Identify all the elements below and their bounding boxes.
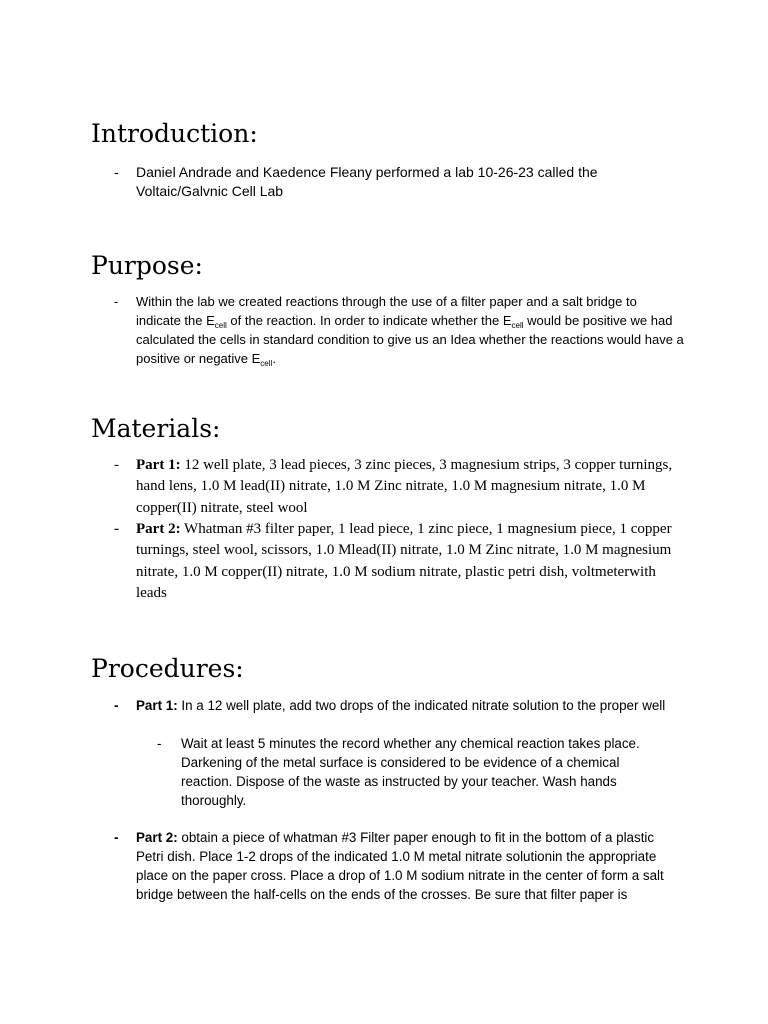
materials-part2-item	[114, 519, 681, 604]
procedures-part1-sub-text: Wait at least 5 minutes the record whether any chemical reaction takes place. Darkening of the metal surface is considered to be evidence of a chemical reaction. Dispose of the waste as instructed by your teacher. Wash hands thoroughly.	[181, 736, 640, 808]
ecell-subscript: cell	[260, 359, 273, 368]
materials-part1-text: 12 well plate, 3 lead pieces, 3 zinc pieces, 3 magnesium strips, 3 copper turnings, hand lens, 1.0 M lead(II) nitrate, 1.0 M Zinc nitrate, 1.0 M magnesium nitrate, 1.0 M copper(II) nitrate, steel wool	[136, 457, 673, 516]
introduction-text: Daniel Andrade and Kaedence Fleany performed a lab 10-26-23 called the Voltaic/Galvnic Cell Lab	[136, 164, 598, 199]
materials-part1-item	[114, 455, 676, 519]
procedures-part1-sub-bullet: -	[157, 736, 162, 751]
purpose-text-4: .	[272, 351, 276, 366]
procedures-part1-text: In a 12 well plate, add two drops of the indicated nitrate solution to the proper well	[177, 698, 666, 713]
procedures-heading: Procedures:	[91, 654, 244, 683]
materials-part2-text: Whatman #3 filter paper, 1 lead piece, 1 zinc piece, 1 magnesium piece, 1 copper turnings, steel wool, scissors, 1.0 Mlead(II) nitrate, 1.0 M Zinc nitrate, 1.0 M magnesium nitrate, 1.0 M copper(II) nitrate, 1.0 M sodium nitrate, plastic petri dish, voltmeterwith leads	[136, 521, 672, 601]
purpose-bullet: -	[114, 294, 119, 309]
purpose-text-3: would be positive we had calculated the cells in standard condition to give us an Idea whether the reactions would have a positive or negative E	[136, 313, 684, 366]
materials-part1-label: Part 1:	[136, 457, 181, 473]
materials-part2-label: Part 2:	[136, 521, 181, 537]
procedures-part2-item	[114, 828, 676, 904]
procedures-part1-subitem	[157, 734, 661, 810]
procedures-part2-bullet: -	[114, 830, 119, 845]
purpose-item	[114, 292, 684, 368]
purpose-text-1: Within the lab we created reactions through the use of a filter paper and a salt bridge to indicate the E	[136, 294, 637, 328]
procedures-part1-label: Part 1:	[136, 698, 178, 713]
ecell-subscript: cell	[511, 321, 524, 330]
introduction-bullet: -	[114, 164, 119, 180]
procedures-part2-label: Part 2:	[136, 830, 178, 845]
purpose-text-2: of the reaction. In order to indicate whether the E	[226, 313, 512, 328]
introduction-item	[114, 163, 656, 201]
materials-part1-bullet: -	[114, 457, 119, 473]
purpose-heading: Purpose:	[91, 251, 203, 280]
introduction-heading: Introduction:	[91, 119, 258, 148]
materials-heading: Materials:	[91, 414, 221, 443]
procedures-part1-bullet: -	[114, 698, 119, 713]
materials-part2-bullet: -	[114, 521, 119, 537]
ecell-subscript: cell	[214, 321, 227, 330]
procedures-part2-text: obtain a piece of whatman #3 Filter paper enough to fit in the bottom of a plastic Petri dish. Place 1-2 drops of the indicated 1.0 M metal nitrate solutionin the appropriate place on the paper cross. Place a drop of 1.0 M sodium nitrate in the center of form a salt bridge between the half-cells on the ends of the crosses. Be sure that filter paper is	[136, 830, 664, 902]
procedures-part1-item	[114, 696, 666, 715]
